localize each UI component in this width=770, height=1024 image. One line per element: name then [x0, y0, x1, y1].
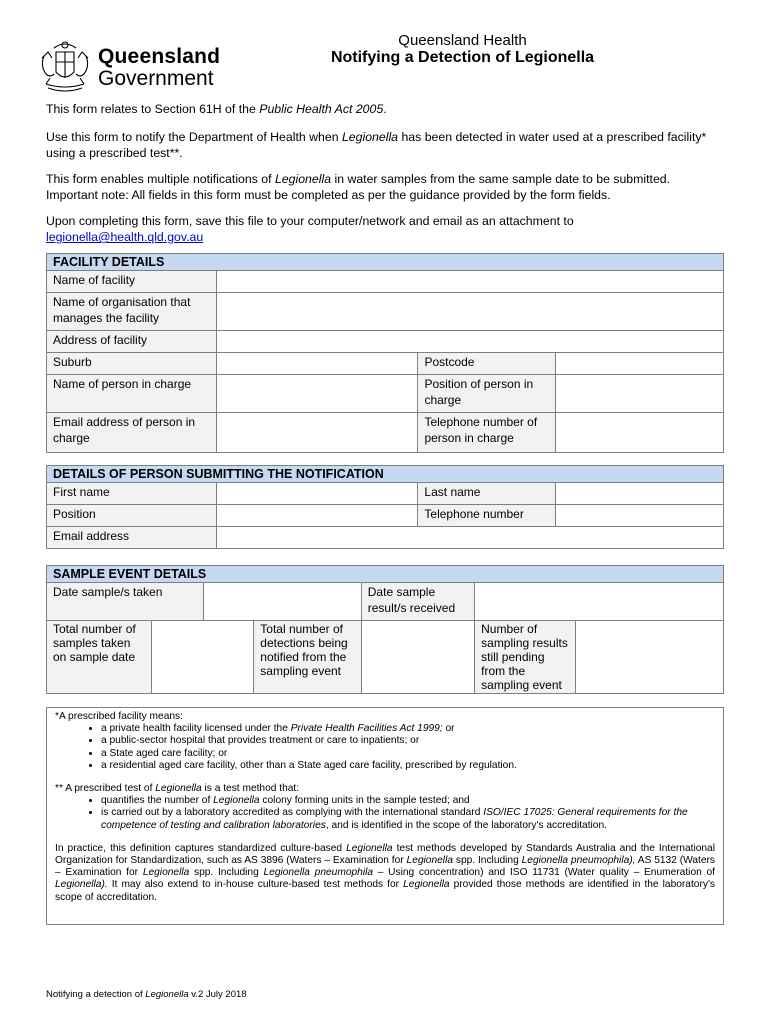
- prescribed-facility-list: [55, 723, 715, 772]
- date-received-label: Date sample result/s received: [361, 583, 474, 621]
- facility-address-field[interactable]: [216, 331, 723, 353]
- logo-wordmark-queensland: Queensland: [98, 45, 221, 68]
- telephone-label: Telephone number: [418, 505, 556, 527]
- position-in-charge-field[interactable]: [556, 375, 724, 413]
- prescribed-test-list: [55, 795, 715, 832]
- list-item: • quantifies the number of Legionella colony forming units in the sample tested; and: [101, 795, 715, 807]
- list-item: • a public-sector hospital that provides treatment or care to inpatients; or: [101, 735, 715, 747]
- prescribed-test-intro: ** A prescribed test of Legionella is a test method that:: [55, 783, 300, 795]
- sample-event-table: [46, 565, 724, 694]
- facility-details-heading: FACILITY DETAILS: [47, 254, 724, 271]
- facility-name-label: Name of facility: [47, 271, 217, 293]
- email-address-field[interactable]: [216, 527, 723, 549]
- pending-results-field[interactable]: [575, 621, 723, 694]
- page-title: Notifying a Detection of Legionella: [330, 49, 595, 66]
- date-taken-field[interactable]: [203, 583, 361, 621]
- email-address-label: Email address: [47, 527, 217, 549]
- person-in-charge-field[interactable]: [216, 375, 418, 413]
- first-name-label: First name: [47, 483, 217, 505]
- email-link[interactable]: legionella@health.qld.gov.au: [46, 230, 204, 244]
- list-item: • a private health facility licensed under the Private Health Facilities Act 1999; or: [101, 723, 715, 735]
- submitter-details-heading: DETAILS OF PERSON SUBMITTING THE NOTIFICATION: [47, 466, 724, 483]
- first-name-field[interactable]: [216, 483, 418, 505]
- list-item: • a residential aged care facility, other than a State aged care facility, prescribed by regulation.: [101, 760, 715, 772]
- postcode-field[interactable]: [556, 353, 724, 375]
- list-item: • is carried out by a laboratory accredited as complying with the international standard ISO/IEC 17025: General requirements for the competence of testing and calibration laboratories, and is identified in the scope of the laboratory's accreditation.: [101, 807, 715, 831]
- facility-address-label: Address of facility: [47, 331, 217, 353]
- intro-paragraph-purpose: Use this form to notify the Department of Health when Legionella has been detected in water used at a prescribed facility* using a prescribed test**.: [46, 130, 707, 160]
- last-name-label: Last name: [418, 483, 556, 505]
- definitions-notes: [46, 707, 724, 925]
- position-in-charge-label: Position of person in charge: [418, 375, 556, 413]
- position-field[interactable]: [216, 505, 418, 527]
- telephone-field[interactable]: [556, 505, 724, 527]
- submitter-details-table: [46, 465, 724, 549]
- total-detections-label: Total number of detections being notified from the sampling event: [254, 621, 361, 694]
- logo-wordmark-government: Government: [98, 67, 214, 90]
- intro-paragraph-submit: Upon completing this form, save this file to your computer/network and email as an attachment to legionella@health.qld.gov.au: [46, 214, 574, 244]
- last-name-field[interactable]: [556, 483, 724, 505]
- date-taken-label: Date sample/s taken: [47, 583, 204, 621]
- pending-results-label: Number of sampling results still pending from the sampling event: [475, 621, 576, 694]
- suburb-field[interactable]: [216, 353, 418, 375]
- phone-in-charge-field[interactable]: [556, 413, 724, 453]
- total-detections-field[interactable]: [361, 621, 474, 694]
- date-received-field[interactable]: [475, 583, 724, 621]
- prescribed-facility-intro: *A prescribed facility means:: [55, 711, 183, 722]
- facility-details-table: [46, 253, 724, 453]
- list-item: • a State aged care facility; or: [101, 748, 715, 760]
- page-footer: Notifying a detection of Legionella v.2 July 2018: [46, 989, 247, 1000]
- person-in-charge-label: Name of person in charge: [47, 375, 217, 413]
- postcode-label: Postcode: [418, 353, 556, 375]
- total-samples-field[interactable]: [151, 621, 254, 694]
- practice-paragraph: In practice, this definition captures standardized culture-based Legionella test methods developed by Standards Australia and the International Organization for Standardization, such as AS 3896 (Waters – Examination for Legionella spp. Including Legionella pneumophila), AS 5132 (Waters – Examination for Legionella spp. Including Legionella pneumophila – Using concentration) and ISO 11731 (Water quality – Enumeration of Legionella). It may also extend to in-house culture-based test methods for Legionella provided those methods are identified in the laboratory's scope of accreditation.: [55, 842, 716, 903]
- position-label: Position: [47, 505, 217, 527]
- phone-in-charge-label: Telephone number of person in charge: [418, 413, 556, 453]
- organisation-name-field[interactable]: [216, 293, 723, 331]
- email-in-charge-field[interactable]: [216, 413, 418, 453]
- suburb-label: Suburb: [47, 353, 217, 375]
- facility-name-field[interactable]: [216, 271, 723, 293]
- sample-event-heading: SAMPLE EVENT DETAILS: [47, 566, 724, 583]
- email-in-charge-label: Email address of person in charge: [47, 413, 217, 453]
- agency-name: Queensland Health: [398, 32, 527, 49]
- intro-paragraph-act: This form relates to Section 61H of the Public Health Act 2005.: [46, 102, 387, 116]
- total-samples-label: Total number of samples taken on sample date: [47, 621, 152, 694]
- organisation-name-label: Name of organisation that manages the facility: [47, 293, 217, 331]
- intro-paragraph-multiple: This form enables multiple notifications of Legionella in water samples from the same sample date to be submitted. Important note: All fields in this form must be completed as per the guidance provided by the form fields.: [46, 172, 671, 202]
